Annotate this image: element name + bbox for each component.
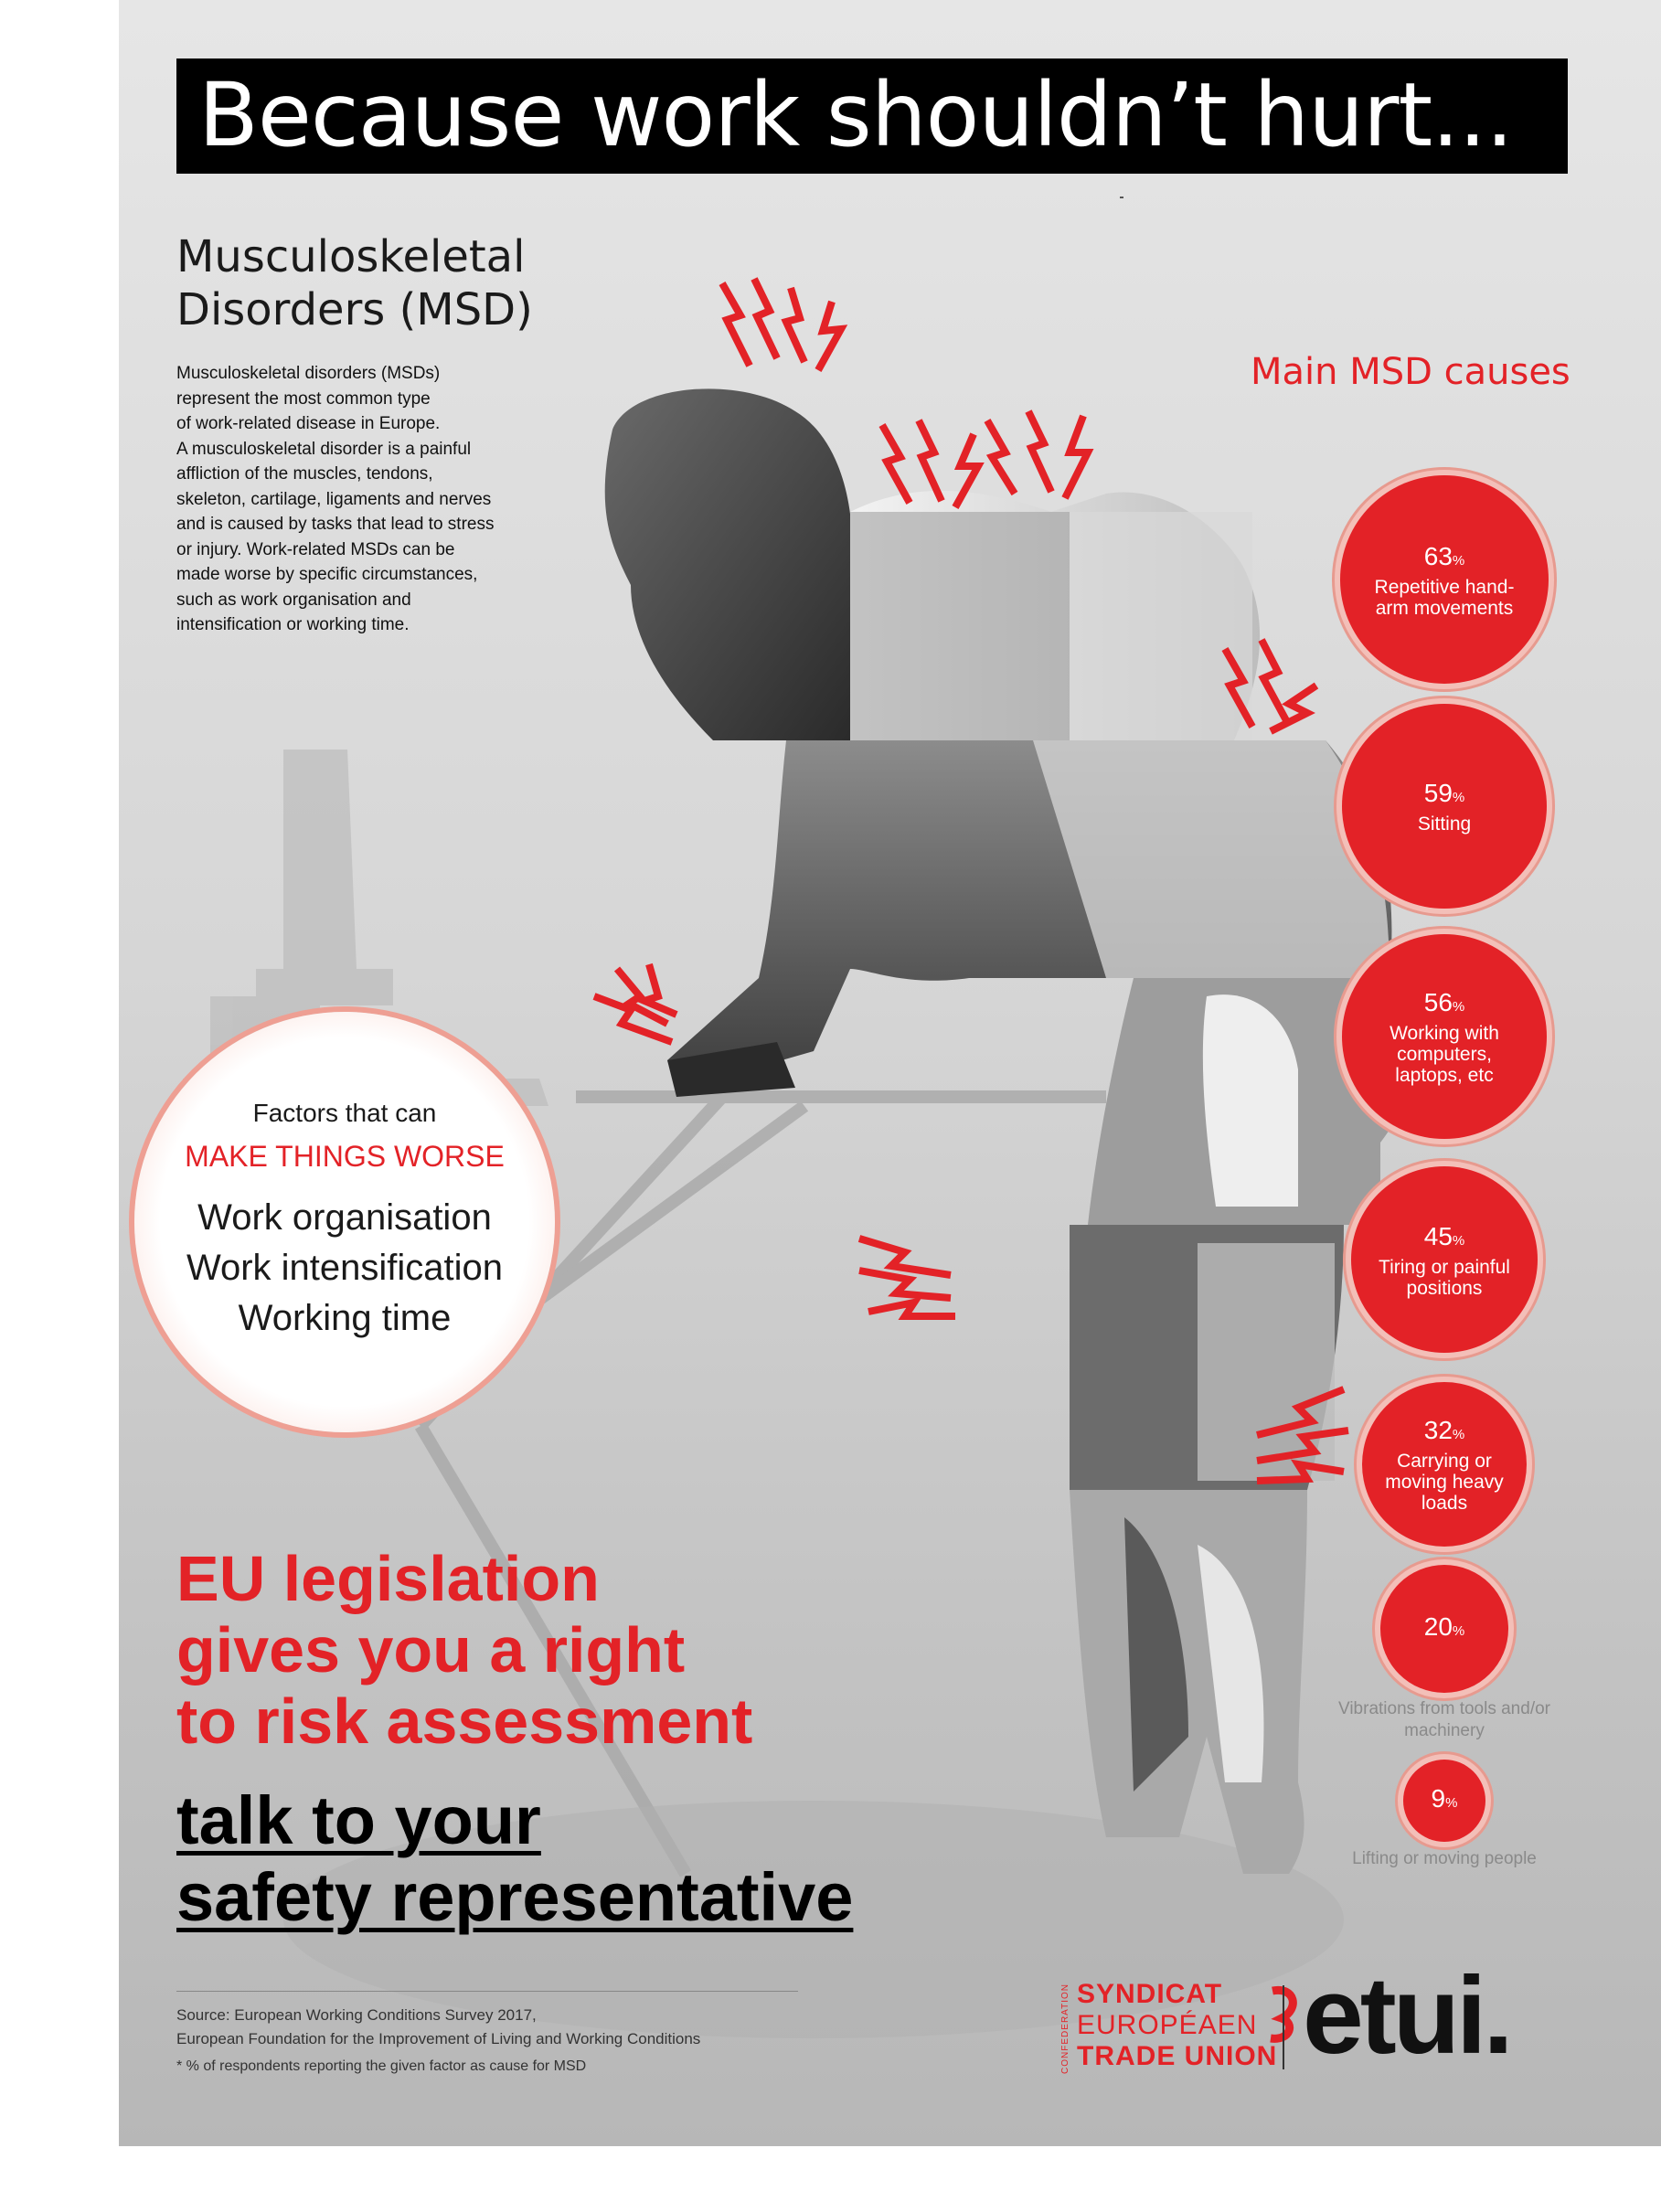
pain-bolt-icon (585, 960, 695, 1060)
factor-item: Work organisation (197, 1197, 492, 1238)
msd-text-line: and is caused by tasks that lead to stress (176, 515, 495, 534)
msd-text-line: Musculoskeletal disorders (MSDs) (176, 364, 441, 383)
divider (176, 1991, 798, 1992)
msd-text-line: of work-related disease in Europe. (176, 414, 441, 433)
cause-percent: 59% (1423, 779, 1465, 807)
cause-circle (1342, 934, 1547, 1139)
source-note (176, 2004, 700, 2051)
etuc-swirl-icon (1263, 1982, 1300, 2046)
talk-to-rep-text (176, 1782, 853, 1936)
etuc-line: SYNDICAT (1077, 1979, 1223, 2009)
cause-circle (1362, 1382, 1527, 1547)
cause-percent: 63% (1423, 541, 1465, 570)
factors-list (134, 1193, 555, 1344)
cause-percent: 45% (1423, 1221, 1465, 1250)
msd-description (176, 361, 570, 638)
cause-circle (1342, 704, 1547, 909)
eu-line: to risk assessment (176, 1686, 753, 1757)
factors-highlight: MAKE THINGS WORSE (185, 1140, 505, 1173)
etuc-line: TRADE UNION (1077, 2041, 1278, 2071)
etuc-line: EUROPÉAEN (1077, 2010, 1258, 2040)
cause-percent: 9% (1431, 1783, 1458, 1813)
dot-mark (1120, 197, 1123, 198)
page-title: Because work shouldn’t hurt... (198, 64, 1513, 166)
factor-item: Work intensification (186, 1248, 504, 1288)
factors-intro: Factors that can (252, 1099, 437, 1127)
pain-bolt-icon (868, 411, 996, 512)
msd-text-line: or injury. Work-related MSDs can be (176, 539, 455, 559)
cause-label: Lifting or moving people (1352, 1849, 1537, 1868)
title-banner (176, 58, 1568, 174)
msd-text-line: intensification or working time. (176, 615, 410, 634)
msd-text-line: affliction of the muscles, tendons, (176, 464, 433, 484)
cause-circle (1351, 1166, 1538, 1353)
cause-label: Sitting (1417, 814, 1472, 835)
cause-label: Repetitive hand-arm movements (1374, 576, 1515, 619)
etui-logo: etui. (1303, 1954, 1510, 2077)
poster (119, 0, 1661, 2146)
talk-line: safety representative (176, 1859, 854, 1935)
pain-bolt-icon (704, 274, 859, 384)
msd-text-line: skeleton, cartilage, ligaments and nerves (176, 489, 492, 509)
msd-text-line: such as work organisation and (176, 590, 411, 610)
pain-bolt-icon (1207, 631, 1326, 740)
cause-label: Carrying or moving heavy loads (1385, 1451, 1504, 1514)
cause-circle (1380, 1565, 1508, 1693)
cause-percent: 20% (1423, 1611, 1465, 1641)
msd-text-line: made worse by specific circumstances, (176, 565, 478, 584)
pain-bolt-icon (1243, 1380, 1362, 1490)
etuc-small-text: CONFEDERATION (1060, 1983, 1070, 2074)
logo-separator (1283, 1985, 1284, 2069)
eu-line: EU legislation (176, 1543, 600, 1614)
source-line: Source: European Working Conditions Survey 2017, (176, 2006, 537, 2024)
head-photo (605, 388, 853, 740)
eu-legislation-text (176, 1543, 752, 1757)
cause-label: Tiring or painful positions (1379, 1256, 1510, 1299)
pain-bolt-icon (978, 402, 1097, 503)
eu-line: gives you a right (176, 1614, 686, 1686)
cause-circle (1403, 1760, 1485, 1842)
causes-heading: Main MSD causes (1251, 351, 1570, 393)
factor-item: Working time (238, 1298, 452, 1338)
source-line: European Foundation for the Improvement of Living and Working Conditions (176, 2030, 701, 2047)
leg-photo (1070, 1490, 1307, 1874)
pain-bolt-icon (850, 1225, 969, 1325)
msd-text-line: A musculoskeletal disorder is a painful (176, 439, 472, 459)
cause-circle (1340, 475, 1549, 684)
cause-label: Vibrations from tools and/or machinery (1338, 1699, 1550, 1740)
talk-line: talk to your (176, 1782, 541, 1858)
cause-label: Working with computers, laptops, etc (1389, 1023, 1499, 1086)
cause-percent: 32% (1423, 1416, 1465, 1444)
msd-heading (176, 230, 533, 336)
msd-text-line: represent the most common type (176, 388, 431, 409)
msd-heading-line: Disorders (MSD) (176, 284, 533, 335)
factors-circle (134, 1012, 555, 1432)
msd-heading-line: Musculoskeletal (176, 231, 526, 282)
cause-percent: 56% (1423, 988, 1465, 1016)
footnote: * % of respondents reporting the given factor as cause for MSD (176, 2058, 587, 2074)
